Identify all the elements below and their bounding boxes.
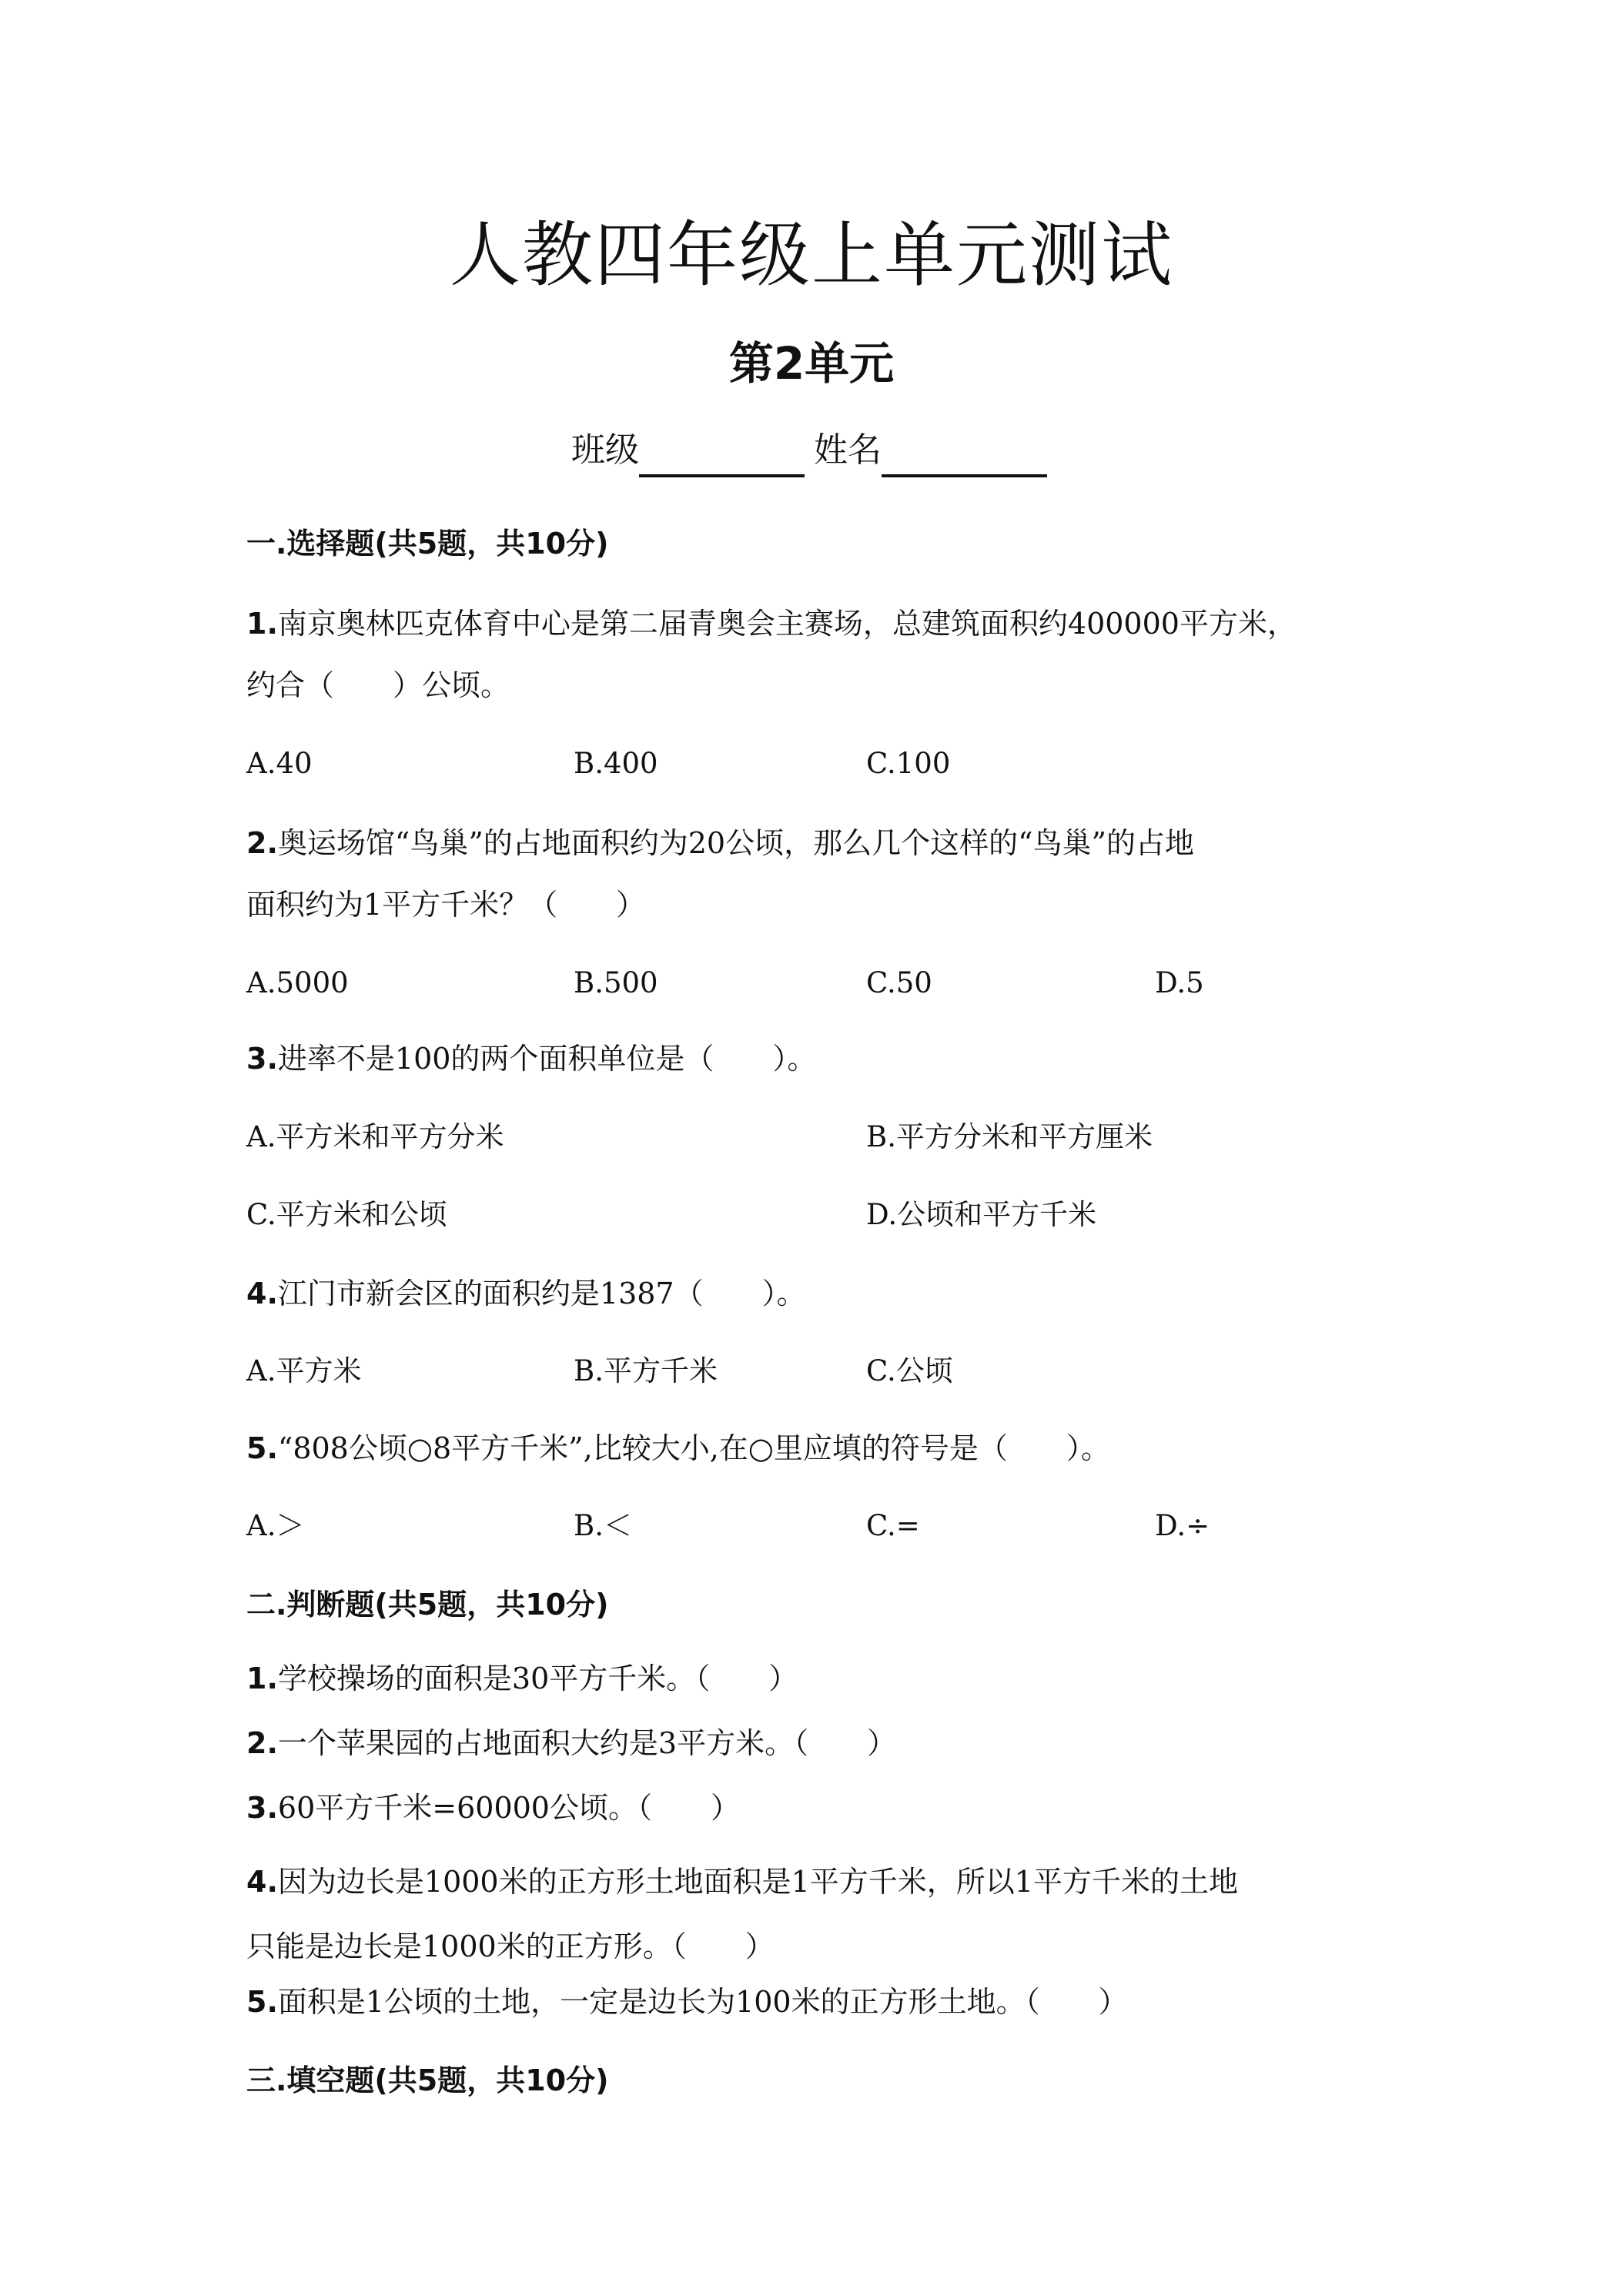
option-b: B.400 bbox=[574, 747, 658, 780]
choice-question-5 bbox=[246, 1417, 1386, 1479]
judgment-question-2 bbox=[246, 1720, 1386, 1766]
name-label: 姓名 bbox=[814, 430, 882, 470]
unit-subtitle: 第2单元 bbox=[728, 337, 895, 390]
option-a: A.平方米 bbox=[246, 1354, 362, 1387]
option-a: A.平方米和平方分米 bbox=[246, 1120, 504, 1153]
question-text-line2: 面积约为1平方千米？（ ） bbox=[246, 888, 646, 922]
choice-question-1 bbox=[246, 593, 1386, 716]
option-d: D.公顷和平方千米 bbox=[866, 1198, 1097, 1231]
question-number: 1. bbox=[246, 607, 278, 641]
option-b: B.＜ bbox=[574, 1509, 632, 1542]
question-text-line2: 约合（ ）公顷。 bbox=[246, 668, 510, 702]
question-number: 3. bbox=[246, 1791, 278, 1825]
choice-options-3a bbox=[246, 1114, 1386, 1160]
question-text: 因为边长是1000米的正方形土地面积是1平方千米，所以1平方千米的土地 bbox=[277, 1865, 1238, 1899]
section-heading-judgment: 二.判断题(共5题，共10分) bbox=[246, 1588, 609, 1622]
judgment-question-3 bbox=[246, 1785, 1386, 1831]
question-text: 一个苹果园的占地面积大约是3平方米。（ ） bbox=[277, 1726, 897, 1760]
question-number: 4. bbox=[246, 1865, 278, 1899]
question-text: “808公顷○8平方千米”,比较大小,在○里应填的符号是（ ）。 bbox=[277, 1431, 1110, 1465]
question-number: 1. bbox=[246, 1662, 278, 1695]
question-number: 5. bbox=[246, 1985, 278, 2019]
question-text: 奥运场馆“鸟巢”的占地面积约为20公顷，那么几个这样的“鸟巢”的占地 bbox=[277, 826, 1194, 860]
page-title: 人教四年级上单元测试 bbox=[449, 214, 1173, 296]
choice-question-3 bbox=[246, 1028, 1386, 1089]
section-heading-fill-blank: 三.填空题(共5题，共10分) bbox=[246, 2063, 609, 2097]
question-number: 2. bbox=[246, 1726, 278, 1760]
option-b: B.500 bbox=[574, 966, 658, 999]
option-c: C.100 bbox=[866, 747, 951, 780]
option-d: D.÷ bbox=[1155, 1509, 1210, 1542]
question-text-line2: 只能是边长是1000米的正方形。（ ） bbox=[246, 1930, 775, 1963]
option-a: A.5000 bbox=[246, 966, 349, 999]
choice-question-4 bbox=[246, 1263, 1386, 1324]
question-number: 5. bbox=[246, 1431, 278, 1465]
question-number: 4. bbox=[246, 1277, 278, 1310]
question-number: 2. bbox=[246, 826, 278, 860]
option-b: B.平方分米和平方厘米 bbox=[866, 1120, 1153, 1153]
choice-options-3b bbox=[246, 1192, 1386, 1238]
question-number: 3. bbox=[246, 1042, 278, 1076]
option-c: C.平方米和公顷 bbox=[246, 1198, 447, 1231]
section-heading-choice: 一.选择题(共5题，共10分) bbox=[246, 527, 609, 561]
judgment-question-4 bbox=[246, 1849, 1386, 1979]
choice-question-2 bbox=[246, 812, 1386, 935]
option-b: B.平方千米 bbox=[574, 1354, 718, 1387]
student-info-row bbox=[0, 423, 1623, 477]
option-c: C.50 bbox=[866, 966, 932, 999]
judgment-question-5 bbox=[246, 1979, 1386, 2025]
question-text: 学校操场的面积是30平方千米。（ ） bbox=[277, 1662, 798, 1695]
option-a: A.40 bbox=[246, 747, 313, 780]
option-c: C.公顷 bbox=[866, 1354, 953, 1387]
class-blank bbox=[639, 436, 805, 477]
choice-options-4 bbox=[246, 1348, 1386, 1394]
class-label: 班级 bbox=[571, 430, 639, 470]
option-a: A.＞ bbox=[246, 1509, 305, 1542]
question-text: 60平方千米=60000公顷。（ ） bbox=[277, 1791, 740, 1825]
judgment-question-1 bbox=[246, 1655, 1386, 1702]
option-c: C.= bbox=[866, 1509, 920, 1542]
name-blank bbox=[882, 436, 1047, 477]
question-text: 进率不是100的两个面积单位是（ ）。 bbox=[277, 1042, 817, 1076]
option-d: D.5 bbox=[1155, 966, 1204, 999]
choice-options-2 bbox=[246, 960, 1386, 1006]
question-text: 面积是1公顷的土地，一定是边长为100米的正方形土地。（ ） bbox=[277, 1985, 1128, 2019]
question-text: 南京奥林匹克体育中心是第二届青奥会主赛场，总建筑面积约400000平方米， bbox=[277, 607, 1297, 641]
choice-options-5 bbox=[246, 1503, 1386, 1549]
question-text: 江门市新会区的面积约是1387（ ）。 bbox=[277, 1277, 806, 1310]
choice-options-1 bbox=[246, 741, 1386, 787]
